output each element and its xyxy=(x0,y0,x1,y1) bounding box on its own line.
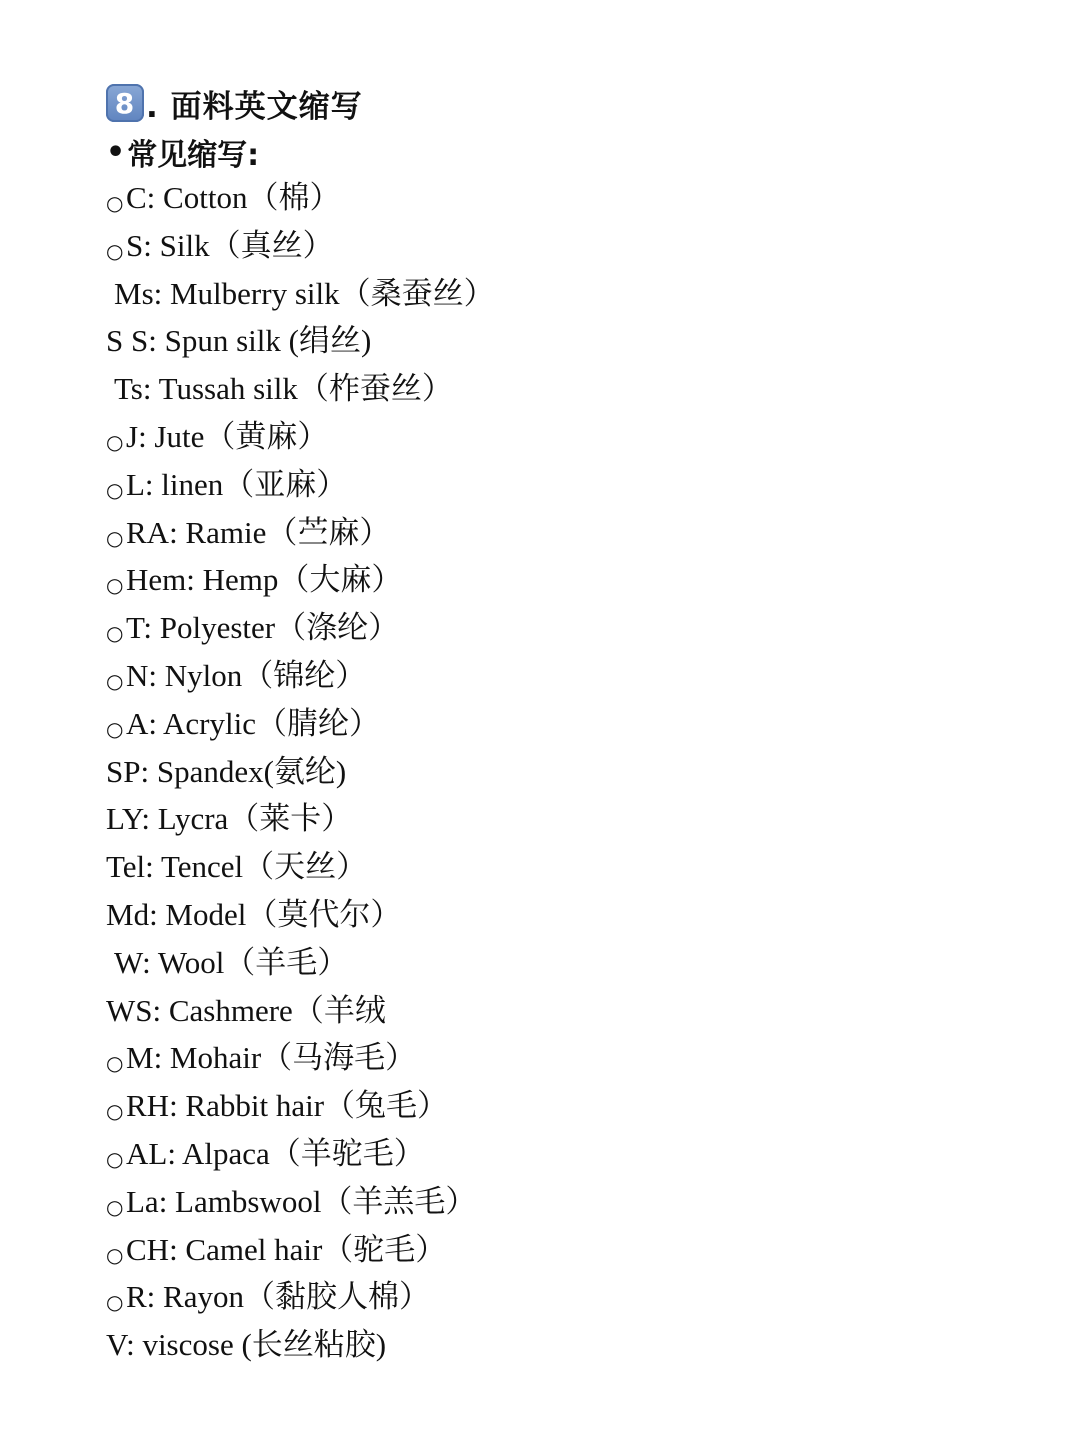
list-item-text: S: Silk（真丝） xyxy=(126,227,334,263)
circle-bullet-icon: ○ xyxy=(106,1194,124,1219)
list-item-text: T: Polyester（涤纶） xyxy=(126,610,400,646)
list-item xyxy=(106,1321,1066,1369)
list-item xyxy=(106,891,1066,939)
list-item xyxy=(106,1273,1066,1321)
list-item-text: M: Mohair（马海毛） xyxy=(126,1040,417,1076)
list-item-text: Md: Model（莫代尔） xyxy=(106,896,402,932)
list-item xyxy=(106,270,1066,318)
list-item xyxy=(106,939,1066,987)
circle-bullet-icon: ○ xyxy=(106,429,124,454)
list-item-text: Ts: Tussah silk（柞蚕丝） xyxy=(114,371,453,407)
circle-bullet-icon: ○ xyxy=(106,1051,124,1076)
list-item-text: Tel: Tencel（天丝） xyxy=(106,849,368,885)
list-item-text: RA: Ramie（苎麻） xyxy=(126,514,391,550)
list-item xyxy=(106,365,1066,413)
list-item xyxy=(106,748,1066,796)
list-item xyxy=(106,413,1066,461)
list-item xyxy=(106,461,1066,509)
list-item-text: A: Acrylic（腈纶） xyxy=(126,705,380,741)
circle-bullet-icon: ○ xyxy=(106,573,124,598)
list-item xyxy=(106,795,1066,843)
section-heading xyxy=(106,80,363,126)
list-item-text: SP: Spandex(氨纶) xyxy=(106,753,347,789)
circle-bullet-icon: ○ xyxy=(106,525,124,550)
circle-bullet-icon: ○ xyxy=(106,1099,124,1124)
list-item-text: Ms: Mulberry silk（桑蚕丝） xyxy=(114,275,495,311)
subheading xyxy=(106,130,259,174)
list-item-text: L: linen（亚麻） xyxy=(126,466,348,502)
list-item-text: V: viscose (长丝粘胶) xyxy=(106,1327,387,1363)
subheading-text: 常见缩写: xyxy=(127,138,260,173)
list-item xyxy=(106,700,1066,748)
list-item xyxy=(106,987,1066,1035)
abbreviation-list xyxy=(106,174,1066,1369)
circle-bullet-icon: ○ xyxy=(106,191,124,215)
list-item xyxy=(106,1178,1066,1226)
list-item-text: CH: Camel hair（驼毛） xyxy=(126,1231,447,1267)
list-item xyxy=(106,1034,1066,1082)
list-item xyxy=(106,1082,1066,1130)
list-item-text: S S: Spun silk (绢丝) xyxy=(106,323,372,359)
circle-bullet-icon: ○ xyxy=(106,238,124,263)
bullet-dot-icon: • xyxy=(106,134,126,170)
list-item-text: AL: Alpaca（羊驼毛） xyxy=(126,1135,425,1171)
list-item-text: LY: Lycra（莱卡） xyxy=(106,801,353,837)
circle-bullet-icon: ○ xyxy=(106,477,124,502)
list-item xyxy=(106,652,1066,700)
list-item xyxy=(106,843,1066,891)
list-item-text: J: Jute（黄麻） xyxy=(126,418,329,454)
circle-bullet-icon: ○ xyxy=(106,1146,124,1171)
list-item xyxy=(106,604,1066,652)
list-item-text: La: Lambswool（羊羔毛） xyxy=(126,1183,477,1219)
list-item-text: WS: Cashmere（羊绒 xyxy=(106,992,386,1028)
list-item xyxy=(106,174,1066,222)
document-page xyxy=(106,0,1066,1444)
section-title: . 面料英文缩写 xyxy=(146,88,363,125)
list-item-text: C: Cotton（棉） xyxy=(126,180,341,215)
circle-bullet-icon: ○ xyxy=(106,716,124,741)
circle-bullet-icon: ○ xyxy=(106,621,124,646)
circle-bullet-icon: ○ xyxy=(106,1242,124,1267)
circle-bullet-icon: ○ xyxy=(106,668,124,693)
list-item xyxy=(106,222,1066,270)
list-item xyxy=(106,1226,1066,1274)
list-item xyxy=(106,317,1066,365)
list-item-text: N: Nylon（锦纶） xyxy=(126,657,367,693)
list-item-text: W: Wool（羊毛） xyxy=(114,944,349,980)
list-item-text: R: Rayon（黏胶人棉） xyxy=(126,1279,430,1315)
list-item xyxy=(106,509,1066,557)
list-item xyxy=(106,1130,1066,1178)
circle-bullet-icon: ○ xyxy=(106,1290,124,1315)
list-item-text: Hem: Hemp（大麻） xyxy=(126,562,403,598)
list-item xyxy=(106,556,1066,604)
list-item-text: RH: Rabbit hair（兔毛） xyxy=(126,1088,449,1124)
keycap-number-icon: 8 xyxy=(106,84,144,122)
